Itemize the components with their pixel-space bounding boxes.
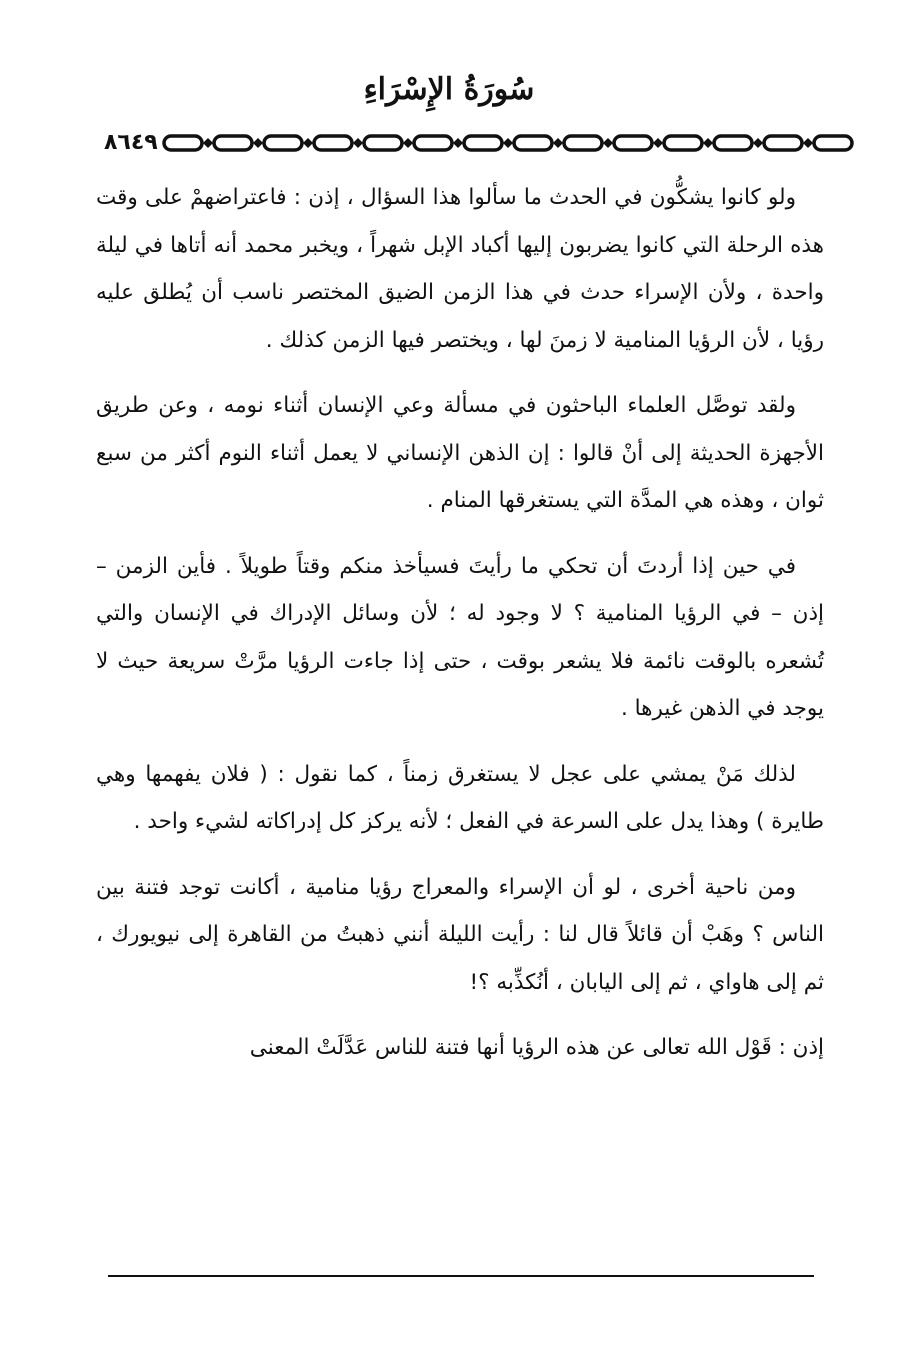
paragraph-5: ومن ناحية أخرى ، لو أن الإسراء والمعراج رؤيا منامية ، أكانت توجد فتنة بين الناس ؟ وهَبْ أن قائلاً قال لنا : رأيت الليلة أنني ذهبتُ من القاهرة إلى نيويورك ، ثم إلى هاواي ، ثم إلى اليابان ، أنُكذِّبه ؟!	[96, 874, 824, 995]
paragraph-4: لذلك مَنْ يمشي على عجل لا يستغرق زمناً ، كما نقول : ( فلان يفهمها وهي طايرة ) وهذا يدل على السرعة في الفعل ؛ لأنه يركز كل إدراكاته لشيء واحد .	[96, 761, 824, 834]
page-number: ٨٦٤٩	[104, 130, 158, 155]
paragraph-3: في حين إذا أردتَ أن تحكي ما رأيتَ فسيأخذ منكم وقتاً طويلاً . فأين الزمن – إذن – في الرؤيا المنامية ؟ لا وجود له ؛ لأن وسائل الإدراك في الإنسان والتي تُشعره بالوقت نائمة فلا يشعر بوقت ، حتى إذا جاءت الرؤيا مرَّتْ سريعة حيث لا يوجد في الذهن غيرها .	[96, 553, 824, 721]
chain-ornament-icon	[162, 130, 860, 156]
header-ornament-rule	[100, 130, 860, 156]
text-body	[96, 174, 824, 1090]
paragraph-2: ولقد توصَّل العلماء الباحثون في مسألة وعي الإنسان أثناء نومه ، وعن طريق الأجهزة الحديثة إلى أنْ قالوا : إن الذهن الإنساني لا يعمل أثناء النوم أكثر من سبع ثوان ، وهذه هي المدَّة التي يستغرقها المنام .	[96, 393, 824, 513]
paragraph-1: ولو كانوا يشكُّون في الحدث ما سألوا هذا السؤال ، إذن : فاعتراضهمْ على وقت هذه الرحلة التي كانوا يضربون إليها أكباد الإبل شهراً ، ويخبر محمد أنه أتاها في ليلة واحدة ، ولأن الإسراء حدث في هذا الزمن الضيق المختصر ناسب أن يُطلق عليه رؤيا ، لأن الرؤيا المنامية لا زمنَ لها ، ويختصر فيها الزمن كذلك .	[96, 185, 824, 353]
paragraph-6: إذن : قَوْل الله تعالى عن هذه الرؤيا أنها فتنة للناس عَدَّلَتْ المعنى	[249, 1035, 824, 1060]
footer-rule	[108, 1275, 814, 1277]
surah-title: سُورَةُ الإِسْرَاءِ	[363, 72, 535, 107]
